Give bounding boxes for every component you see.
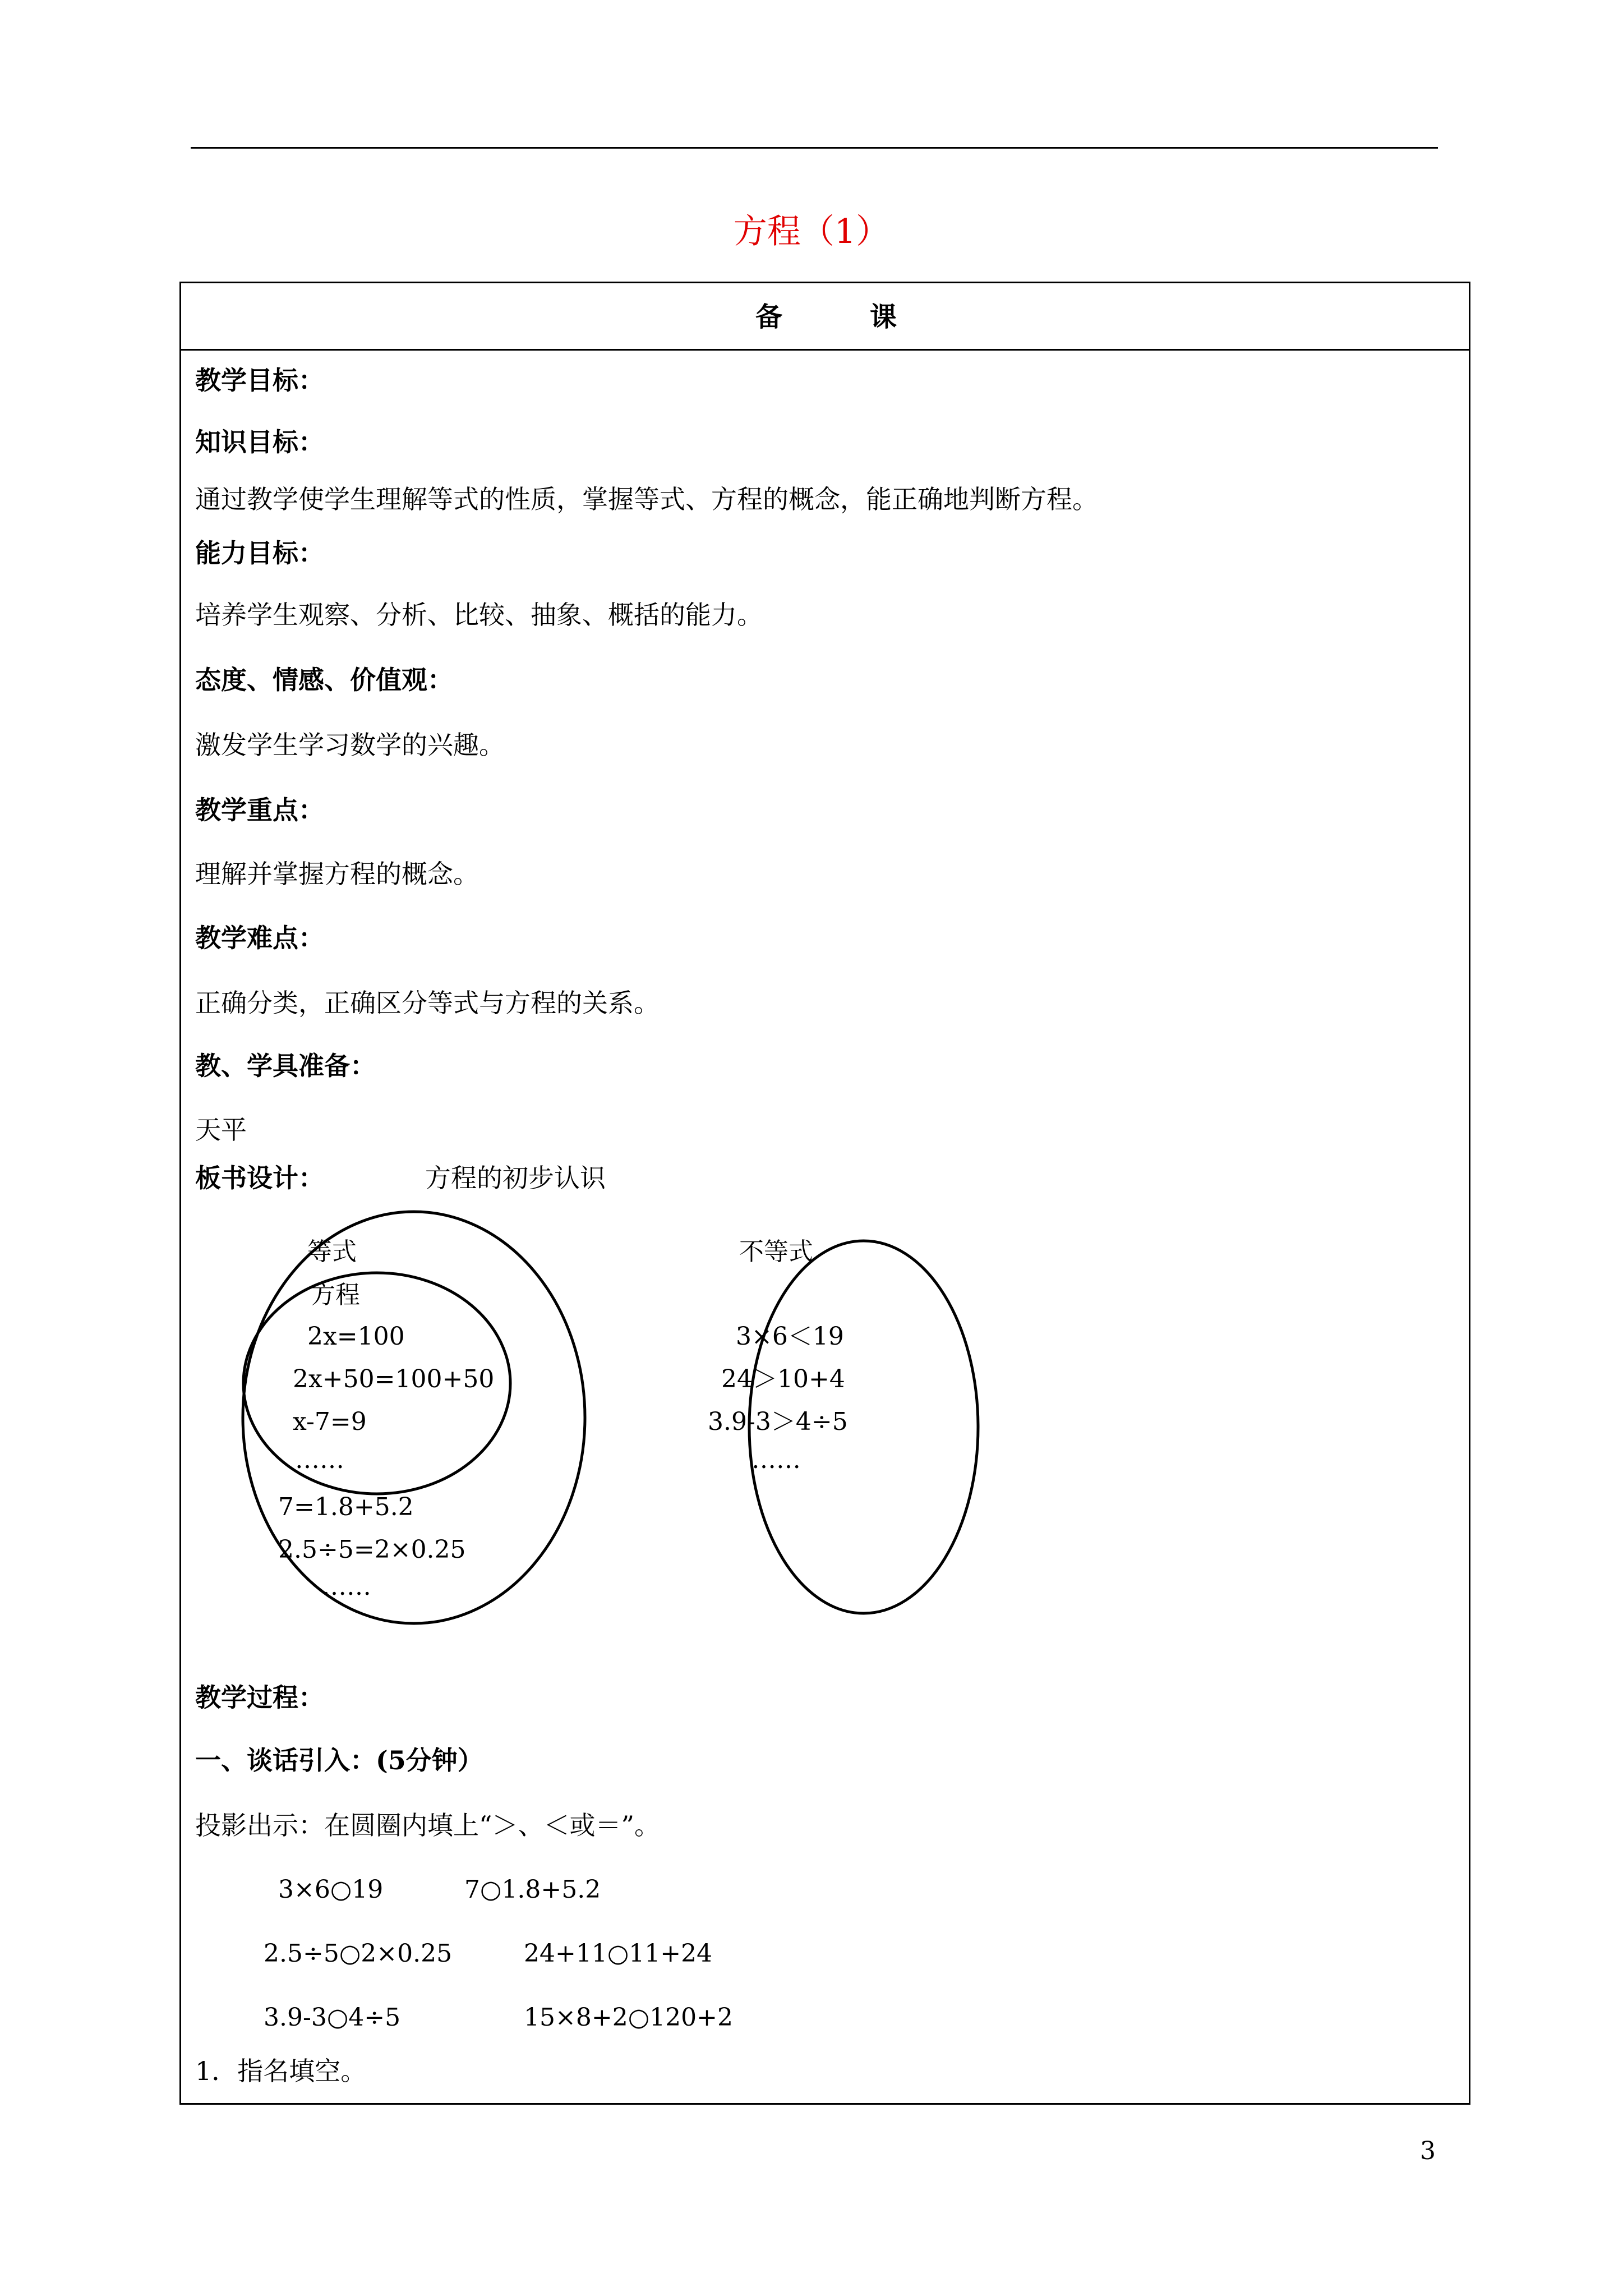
inequality-label: 不等式 — [739, 1237, 813, 1266]
page-number: 3 — [1420, 2137, 1436, 2165]
difficulty-text: 正确分类，正确区分等式与方程的关系。 — [195, 988, 660, 1018]
equality-label: 等式 — [307, 1237, 357, 1266]
header-char-2: 课 — [870, 301, 897, 333]
teaching-goals-heading: 教学目标： — [195, 365, 324, 395]
key-point-heading: 教学重点： — [195, 795, 324, 825]
header-char-1: 备 — [755, 301, 783, 333]
knowledge-goal-heading: 知识目标： — [195, 427, 324, 457]
inequality-item: 3.9-3＞4÷5 — [708, 1407, 848, 1436]
process-heading: 教学过程： — [195, 1682, 324, 1713]
exercise-item: 3×6○19 — [278, 1875, 384, 1904]
equation-item: 2x+50=100+50 — [293, 1365, 495, 1393]
board-design-heading: 板书设计： — [195, 1163, 324, 1193]
projection-text: 投影出示：在圆圈内填上“＞、＜或＝”。 — [195, 1810, 661, 1841]
equation-label: 方程 — [311, 1281, 360, 1309]
inequality-item: 24＞10+4 — [721, 1365, 845, 1393]
header-rule — [191, 147, 1438, 149]
ability-goal-heading: 能力目标： — [195, 538, 324, 568]
materials-heading: 教、学具准备： — [195, 1051, 376, 1081]
exercise-item: 24+11○11+24 — [524, 1939, 713, 1968]
exercise-item: 3.9-3○4÷5 — [264, 2003, 401, 2032]
materials-text: 天平 — [195, 1115, 247, 1145]
key-point-text: 理解并掌握方程的概念。 — [195, 859, 479, 889]
document-title: 方程（1） — [733, 212, 890, 251]
equality-item: 7=1.8+5.2 — [278, 1493, 414, 1521]
attitude-heading: 态度、情感、价值观： — [195, 665, 453, 695]
section1-heading: 一、谈话引入：(5分钟） — [195, 1745, 483, 1775]
equality-item: 2.5÷5=2×0.25 — [278, 1535, 466, 1564]
equation-item: x-7=9 — [293, 1407, 367, 1436]
step1-text: 1．指名填空。 — [195, 2056, 367, 2086]
knowledge-goal-text: 通过教学使学生理解等式的性质，掌握等式、方程的概念，能正确地判断方程。 — [195, 484, 1098, 514]
inequality-ellipsis: …… — [751, 1446, 801, 1474]
equation-item: 2x=100 — [307, 1322, 405, 1351]
board-title: 方程的初步认识 — [425, 1163, 606, 1193]
attitude-text: 激发学生学习数学的兴趣。 — [195, 730, 505, 760]
equation-ellipsis: …… — [295, 1446, 344, 1474]
difficulty-heading: 教学难点： — [195, 923, 324, 953]
exercise-item: 2.5÷5○2×0.25 — [264, 1939, 453, 1968]
equality-ellipsis: …… — [322, 1572, 371, 1601]
inequality-item: 3×6＜19 — [736, 1322, 844, 1351]
ability-goal-text: 培养学生观察、分析、比较、抽象、概括的能力。 — [195, 600, 763, 630]
exercise-item: 7○1.8+5.2 — [464, 1875, 601, 1904]
exercise-item: 15×8+2○120+2 — [524, 2003, 733, 2032]
table-header-row — [181, 283, 1469, 351]
